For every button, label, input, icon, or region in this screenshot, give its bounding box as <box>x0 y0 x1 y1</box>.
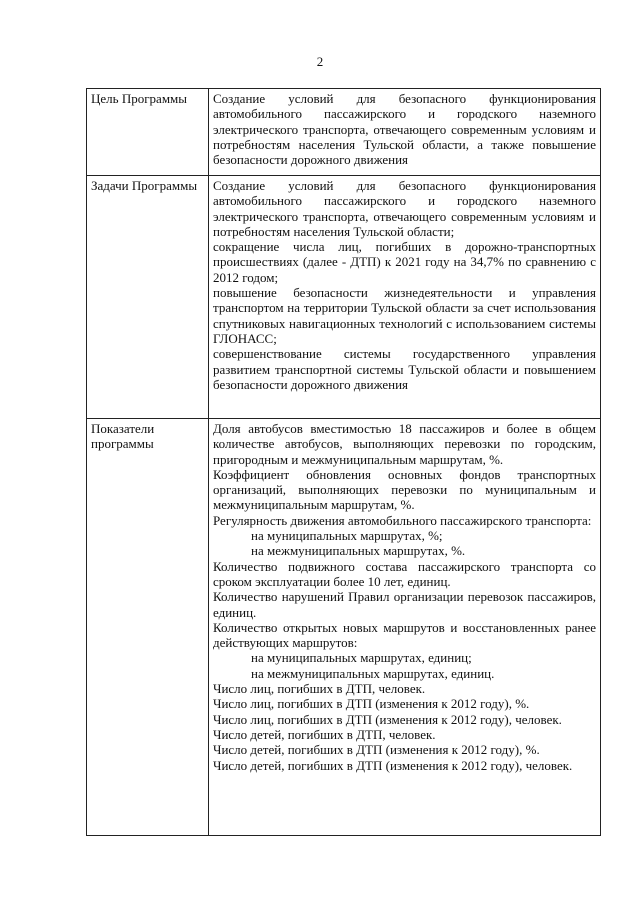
paragraph: Число детей, погибших в ДТП, человек. <box>213 726 436 742</box>
paragraph: повышение безопасности жизнедеятельности и управления транспортом на территории Тульской области за счет использования спутниковых навигационных технологий с использованием системы ГЛОНАСС; <box>213 285 596 346</box>
row-content-tasks <box>209 176 601 419</box>
paragraph: Число лиц, погибших в ДТП (изменения к 2012 году), %. <box>213 696 530 712</box>
paragraph: сокращение числа лиц, погибших в дорожно-транспортных происшествиях (далее - ДТП) к 2021 году на 34,7% по сравнению с 2012 годом; <box>213 239 596 285</box>
row-label-indicators: Показатели программы <box>87 419 209 836</box>
paragraph: Коэффициент обновления основных фондов транспортных организаций, выполняющих перевозки по муниципальным и межмуниципальным маршрутам, %. <box>213 466 596 513</box>
sub-item: на межмуниципальных маршрутах, единиц. <box>251 665 495 681</box>
paragraph: Число детей, погибших в ДТП (изменения к 2012 году), человек. <box>213 757 573 773</box>
page-number: 2 <box>316 54 324 69</box>
program-passport-table <box>86 88 601 836</box>
paragraph: совершенствование системы государственного управления развитием транспортной системы Тульской области и повышением безопасности дорожного движения <box>213 346 596 392</box>
row-content-indicators <box>209 419 601 836</box>
table-row <box>87 89 601 176</box>
table-row <box>87 176 601 419</box>
paragraph: Создание условий для безопасного функционирования автомобильного пассажирского и городского наземного электрического транспорта, отвечающего современным условиям и потребностям населения Тульской области, а также повышение безопасности дорожного движения <box>213 91 596 168</box>
row-content-goal <box>209 89 601 176</box>
row-label-tasks: Задачи Программы <box>87 176 209 419</box>
sub-item: на межмуниципальных маршрутах, %. <box>251 543 466 559</box>
paragraph: Число лиц, погибших в ДТП, человек. <box>213 681 426 697</box>
row-label-goal: Цель Программы <box>87 89 209 176</box>
paragraph: Количество открытых новых маршрутов и восстановленных ранее действующих маршрутов: <box>213 619 596 651</box>
paragraph: Количество нарушений Правил организации перевозок пассажиров, единиц. <box>213 589 596 620</box>
sub-item: на муниципальных маршрутах, единиц; <box>251 650 472 666</box>
paragraph: Число лиц, погибших в ДТП (изменения к 2012 году), человек. <box>213 711 562 727</box>
table-row <box>87 419 601 836</box>
sub-item: на муниципальных маршрутах, %; <box>251 528 443 544</box>
paragraph: Регулярность движения автомобильного пассажирского транспорта: <box>213 512 592 528</box>
paragraph: Доля автобусов вместимостью 18 пассажиров и более в общем количестве автобусов, выполняющих перевозки по городским, пригородным и межмуниципальным маршрутам, %. <box>213 421 596 467</box>
paragraph: Создание условий для безопасного функционирования автомобильного пассажирского и городского наземного электрического транспорта, отвечающего современным условиям и потребностям населения Тульской области; <box>213 178 596 239</box>
paragraph: Число детей, погибших в ДТП (изменения к 2012 году), %. <box>213 742 540 758</box>
paragraph: Количество подвижного состава пассажирского транспорта со сроком эксплуатации более 10 лет, единиц. <box>213 558 596 589</box>
